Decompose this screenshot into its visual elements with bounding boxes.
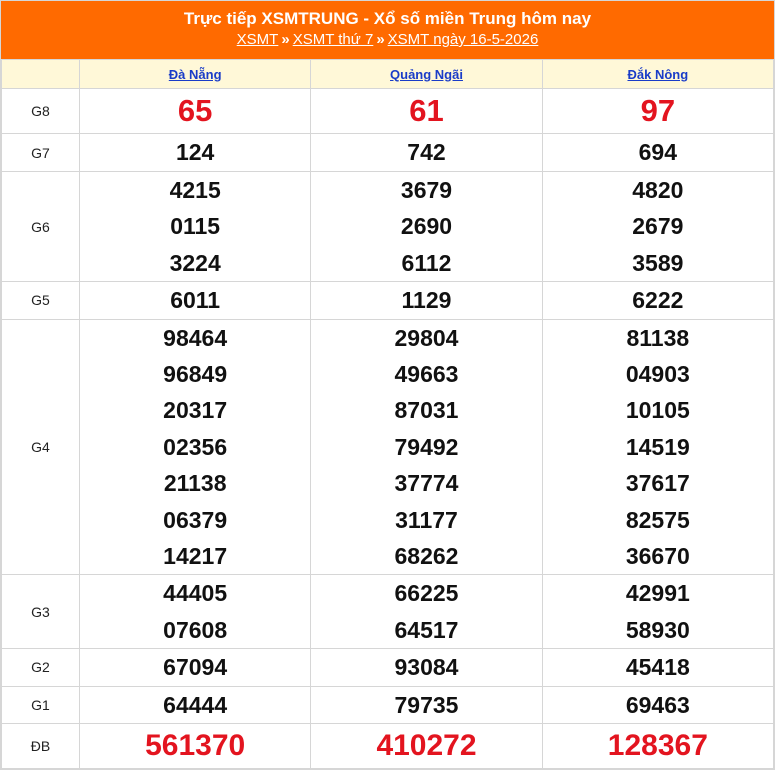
prize-number: 98464 [163,324,228,351]
prize-label: G3 [2,575,80,649]
prize-number: 97 [640,92,676,128]
prize-cell [542,649,773,686]
prize-number: 87031 [394,397,459,424]
prize-cell [80,649,311,686]
prize-cell [311,282,542,319]
prize-row-g6 [2,172,774,282]
prize-number: 31177 [395,506,458,533]
prize-number: 04903 [625,361,690,388]
prize-number: 1129 [401,287,452,314]
prize-cell [311,575,542,649]
prize-cell [542,724,773,769]
prize-label: G7 [2,134,80,172]
prize-cell [542,319,773,575]
prize-cell [311,319,542,575]
prize-label: G4 [2,319,80,575]
prize-label: G6 [2,172,80,282]
prize-number: 561370 [145,728,246,762]
prize-row-g2 [2,649,774,686]
prize-cell [80,134,311,172]
prize-number: 61 [409,92,444,128]
prize-number: 124 [175,139,215,166]
prize-number: 58930 [625,616,690,643]
page-title: Trực tiếp XSMTRUNG - Xổ số miền Trung hôm nay [183,9,592,28]
prize-label: G5 [2,282,80,319]
prize-number: 20317 [163,397,228,424]
prize-label: G2 [2,649,80,686]
prize-cell [80,319,311,575]
prize-cell [542,89,773,134]
breadcrumb-link-date[interactable]: XSMT ngày 16-5-2026 [387,31,539,48]
prize-number: 82575 [625,506,690,533]
province-header [80,60,311,89]
prize-number: 66225 [394,580,459,607]
prize-number: 694 [638,139,678,166]
prize-number: 68262 [394,543,459,570]
prize-number: 21138 [163,470,227,497]
results-header [1,1,774,59]
prize-label: G1 [2,686,80,723]
prize-cell [80,575,311,649]
prize-number: 4215 [169,177,221,203]
prize-cell [80,172,311,282]
province-link-quang-ngai[interactable]: Quảng Ngãi [390,66,463,82]
prize-number: 10105 [625,397,690,424]
prize-number: 64444 [163,691,228,718]
prize-number: 14519 [625,433,690,460]
prize-number: 37617 [625,470,690,497]
prize-cell [311,686,542,723]
prize-number: 36670 [625,543,690,570]
prize-cell [80,89,311,134]
prize-number: 07608 [163,616,228,643]
prize-number: 81138 [626,324,690,351]
prize-label: G8 [2,89,80,134]
prize-cell [311,649,542,686]
prize-number: 128367 [607,728,708,762]
prize-cell [542,686,773,723]
prize-number: 37774 [394,470,459,497]
prize-row-g7 [2,134,774,172]
prize-number: 44405 [163,580,228,607]
prize-cell [542,134,773,172]
breadcrumb-link-weekday[interactable]: XSMT thứ 7 [292,31,374,48]
prize-cell [80,686,311,723]
prize-cell [542,172,773,282]
prize-row-g8 [2,89,774,134]
prize-number: 4820 [632,177,684,203]
prize-number: 2679 [632,213,684,240]
prize-number: 14217 [163,543,228,570]
prize-number: 6112 [401,249,452,276]
prize-number: 3679 [400,177,453,203]
corner-cell [2,60,80,89]
prize-number: 3224 [169,249,221,276]
prize-cell [542,282,773,319]
prize-number: 29804 [394,324,459,351]
prize-number: 65 [177,92,213,128]
prize-number: 93084 [394,654,459,681]
results-table [1,59,774,769]
prize-row-g4 [2,319,774,575]
prize-label: ĐB [2,724,80,769]
province-link-da-nang[interactable]: Đà Nẵng [168,66,222,82]
breadcrumb-separator: » [376,31,385,48]
province-header-row [2,60,774,89]
prize-row-db [2,724,774,769]
prize-number: 79492 [394,433,459,460]
prize-number: 3589 [632,249,684,276]
prize-number: 45418 [625,654,690,681]
province-header [311,60,542,89]
breadcrumb [1,30,774,50]
prize-row-g3 [2,575,774,649]
prize-number: 410272 [376,728,477,762]
prize-number: 742 [407,139,446,166]
prize-row-g5 [2,282,774,319]
prize-number: 0115 [170,213,221,240]
prize-cell [542,575,773,649]
prize-number: 67094 [163,654,228,681]
province-header [542,60,773,89]
prize-row-g1 [2,686,774,723]
prize-cell [80,282,311,319]
prize-number: 96849 [163,361,228,388]
prize-cell [311,134,542,172]
prize-cell [311,89,542,134]
prize-number: 06379 [163,506,228,533]
prize-number: 49663 [394,361,459,388]
breadcrumb-link-xsmt[interactable]: XSMT [236,31,279,48]
prize-number: 69463 [625,691,690,718]
prize-number: 79735 [394,691,459,718]
prize-number: 42991 [625,580,690,607]
province-link-dak-nong[interactable]: Đắk Nông [627,66,689,82]
prize-number: 6222 [632,287,684,314]
prize-number: 02356 [163,433,228,460]
prize-cell [311,172,542,282]
prize-number: 2690 [400,213,453,240]
prize-cell [311,724,542,769]
prize-cell [80,724,311,769]
breadcrumb-separator: » [281,31,290,48]
prize-rows [2,89,774,769]
prize-number: 64517 [394,616,459,643]
prize-number: 6011 [170,287,221,314]
